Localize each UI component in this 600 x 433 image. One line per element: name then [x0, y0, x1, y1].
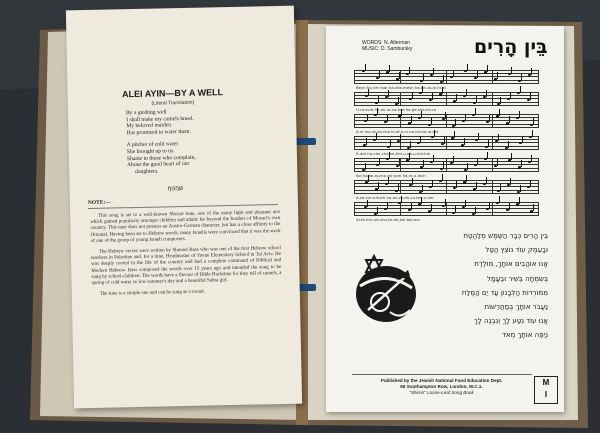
music-staff	[354, 114, 538, 128]
poem-line: My beloved maiden	[126, 122, 172, 130]
lyric-line: U-ra-vvid ha-ah-ro-ve-kvo ha-ge-she-hir-ra	[356, 107, 437, 112]
poem-text	[126, 107, 257, 175]
note-label: NOTE:—	[87, 199, 111, 207]
verse-line: נַעֲבֹר אוֹתָךְ בְּמַחֲרֵשׁוֹת	[484, 303, 548, 312]
lyric-line: Kol ha-ke-ro-mo ad yom ha-re-u-lech	[356, 173, 426, 178]
verse-line: אָנוּ אוֹהֲבִים אוֹתָךְ, מוֹלֶדֶת	[474, 260, 548, 269]
music-staff	[354, 70, 538, 84]
lyric-line: Al-te-lich-ve-cho-te-ah-hal-bel-em	[356, 217, 420, 222]
note-paragraph: The tune is a simple one and can be sung as a round.	[99, 289, 205, 298]
ornament-stamp: ŊOŊØ	[167, 186, 184, 193]
verse-line: נְיַפֶּה אוֹתָךְ מְאֹד	[502, 331, 548, 340]
music-staff	[354, 180, 538, 194]
poem-line: She brought up to us.	[126, 148, 175, 156]
poem-line: Has promised to water them.	[126, 128, 191, 136]
lyric-line: A-ni mo-ot-ke-cha hi-ef-a-ni-no-hi-ma-le-det	[356, 129, 439, 134]
music-staff	[354, 202, 538, 216]
verse-line: בְּשִׂמְחָה בְּשִׁיר וּבֶעָמָל	[486, 274, 548, 283]
right-page	[326, 26, 564, 412]
page-subtitle: (Literal Translation)	[151, 99, 195, 107]
note-body	[90, 210, 282, 303]
hebrew-song-title: בֵּין הָרִים	[474, 36, 548, 58]
poem-line: About the good heart of our	[127, 161, 190, 169]
page-mark-letter: M	[542, 378, 550, 387]
poem-line: I shall make my camels kneel.	[126, 115, 194, 123]
page-title: ALEI AYIN—BY A WELL	[122, 87, 224, 100]
verse-line: מִמּוֹרְדוֹת הַלְּבָנוֹן עַד יַם הַמֶּלַח	[461, 288, 548, 297]
music-staff	[354, 92, 538, 106]
divider	[88, 204, 278, 209]
hebrew-verse	[418, 229, 548, 343]
songbook-name: "Shiron" Loose-Leaf Song Book	[409, 390, 474, 395]
verse-line: בֵּין הָרִים כְּבָר הַשֶּׁמֶשׁ מְלַהֶטֶת	[463, 232, 548, 240]
note-paragraph: This song is set to a well-known Mozart tune, one of the many light and pleasant airs which gained popularity amongst children and adults far beyond the borders of Mozart's own country. This tune does not possess an Austro-German character, but has a close affinity to the Oriental. Having been set to Hebrew words, many Israelis were convinced that it was the work of one of the group of young Israeli composers.	[90, 209, 281, 244]
poem-line: A pitcher of cold water	[126, 141, 179, 149]
divider	[352, 374, 532, 375]
poem-line: daughters.	[135, 168, 159, 175]
page-mark-number: I	[544, 390, 548, 399]
lyric-line: It-dot ha-cim-cho-ve-tkir-u-ne-u-hid-hai	[356, 151, 430, 156]
verse-line: אָנוּ עוֹד נִטַּע לָךְ וְנִבְנֶה לָךְ	[474, 317, 548, 326]
lyric-line: Beyn ha-rim tsar ha-she-mesh ha-ke-va-le-hi-at	[356, 85, 446, 90]
poem-line: Shame to those who complain,	[126, 154, 196, 162]
publisher-line: Published by the Jewish National Fund Education Dept.	[380, 378, 503, 383]
poem-line: By a gushing well	[125, 109, 167, 117]
music-staff	[354, 158, 538, 172]
note-paragraph: The Hebrew verses were written by Shmuel Bass who was one of the first Hebrew school teachers in Palestine and, for a time, Headmaster of Yavne Elementary School in Tel Aviv. He was deeply rooted in the life of the country and had a complete command of Biblical and Modern Hebrew. Bass composed the words over 15 years ago and intended the song to be sung by school-children. The words have a flavour of Bible Hachtime for they tell of camels, a spring of cold water so low summer's day and a beautiful Sabra girl.	[91, 245, 282, 286]
lyric-line: A-ve-zvr-a-kuch ha-ov-ve-ah-vu-tev-u-her	[356, 195, 434, 200]
words-credit: WORDS: N. Alterman	[362, 40, 411, 46]
left-page	[66, 6, 302, 409]
music-staff	[354, 136, 538, 150]
star-of-david-emblem-icon	[350, 250, 422, 328]
music-credit: MUSIC: D. Sambursky	[362, 46, 413, 52]
publisher-address: 65 Southampton Row, London, W.C.1.	[400, 384, 483, 389]
song-credits	[362, 40, 412, 52]
publisher-info	[354, 378, 529, 396]
verse-line: וּבָעֵמֶק עוֹד נוֹצֵץ הַטַּל	[485, 246, 548, 255]
page-mark	[534, 376, 558, 404]
